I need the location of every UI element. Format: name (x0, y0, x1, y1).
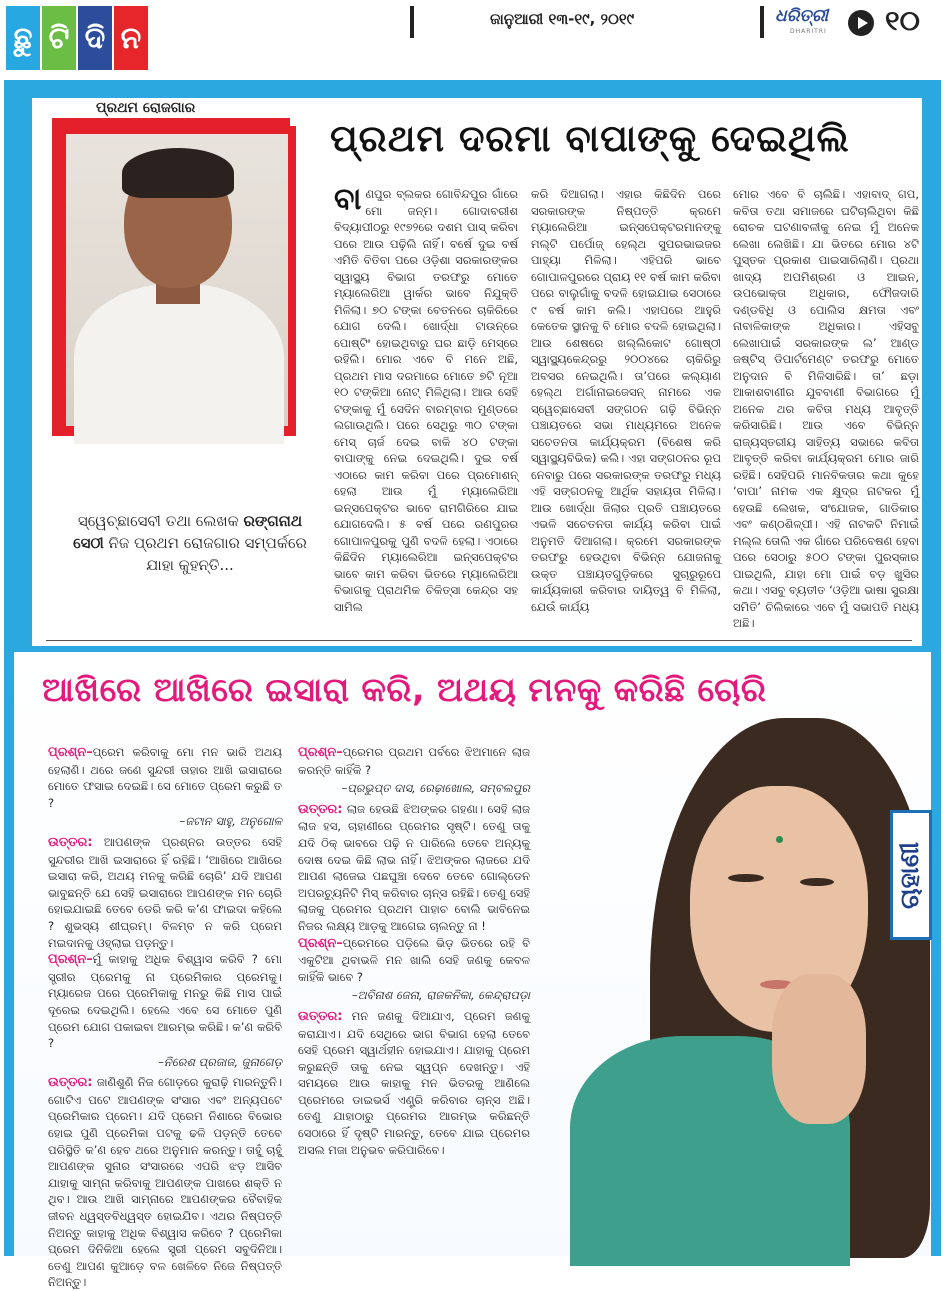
caption-suffix: ନିଜ ପ୍ରଥମ ରୋଜଗାର ସମ୍ପର୍କରେ ଯାହା କୁହନ୍ତି... (108, 534, 307, 574)
question-signer: –ଜଟାନ ସାହୁ, ଅନୁଗୋଳ (179, 814, 282, 829)
qa-question (298, 744, 530, 778)
column-text: ଣପୁର ବ୍ଲକର ଗୋବିନ୍ଦପୁର ଗାଁରେ ମୋ ଜନ୍ମ। ଗୋଦାବରୀଶ ବିଦ୍ୟାପୀଠରୁ ୧୯୭୨ରେ ଦଶମ ପାସ୍ କରିବା ପରେ ଆଉ ପଢ଼ିଲି ନାହିଁ। ବର୍ଷେ ଦୁଇ ବର୍ଷ ଏମିତି ବିତିବା ପରେ ଓଡ଼ିଶା ସରକାରଙ୍କର ସ୍ୱାସ୍ଥ୍ୟ ବିଭାଗ ତରଫରୁ ମୋତେ ମ୍ୟାଲେରିଆ ୱାର୍କର ଭାବେ ନିଯୁକ୍ତି ମିଳିଲା। ୭୦ ଟଙ୍କା ବେତନରେ ଚାକିରିରେ ଯୋଗ ଦେଲି। ଖୋର୍ଦ୍ଧା ଟାଉନ୍‌ରେ ପୋଷ୍ଟିଂ ହୋଇଥିବାରୁ ଘର ଛାଡ଼ି ମେସ୍‌ରେ ରହିଲି। ମୋର ଏବେ ବି ମନେ ଅଛି, ପ୍ରଥମ ମାସ ଦରମାରେ ମୋତେ ୭ଟି ନୂଆ ୧୦ ଟଙ୍କିଆ ନୋଟ୍ ମିଳିଥିଲା। ଆଉ ସେହି ଟଙ୍କାକୁ ମୁଁ ସେଦିନ ବାରମ୍ବାର ମୁଣ୍ଡରେ ଲଗାଉଥିଲି। ପରେ ସେଥିରୁ ୩୦ ଟଙ୍କା ମେସ୍ ଚାର୍ଜ ଦେଇ ବାକି ୪୦ ଟଙ୍କା ବାପାଙ୍କୁ ନେଇ ଦେଇଥିଲି। ଦୁଇ ବର୍ଷ ଏଠାରେ କାମ କରିବା ପରେ ପ୍ରମୋଶନ୍ ହେଲା ଆଉ ମୁଁ ମ୍ୟାଲେରିଆ ଇନ୍‌ସପେକ୍ଟର ଭାବେ ରାମଗିରିରେ ଯାଇ ଯୋଗଦେଲି। ୫ ବର୍ଷ ପରେ ରଣପୁରର ଗୋପାଳପୁରକୁ ପୁଣି ବଦଳି ହେଲା। ଏଠାରେ କିଛିଦିନ ମ୍ୟାଲେରିଆ ଇନ୍‌ସପେକ୍ଟର ଭାବେ କାମ କରିବା ଭିତରେ ମ୍ୟାଲେରିଆ ବିଭାଗକୁ ପ୍ରାଥମିକ ଚିକିତ୍ସା କେନ୍ଦ୍ର ସହ ସାମିଲ (334, 187, 518, 614)
qa-question (48, 744, 282, 811)
qa-column-2 (298, 744, 530, 1158)
photo-body (74, 284, 284, 444)
illustration-eye (728, 874, 764, 882)
question-signer: –ପ୍ରଭୁପ୍ତ ଦାସ, ରେଢ଼ାଖୋଲ, ସମ୍ବଲପୁର (341, 781, 530, 796)
author-photo (66, 134, 288, 426)
logo-tile: ଛୁ (6, 6, 40, 70)
answer-text: ଜାଣିଶୁଣି ନିଜ ଗୋଡ଼ରେ କୁରାଢ଼ି ମାରନ୍ତୁନି। ଗୋଟିଏ ପଟେ ଆପଣଙ୍କ ସଂସାର ଏବଂ ଅନ୍ୟପଟେ ପ୍ରେମିକାର ପ୍ରେମ। ଯଦି ପ୍ରେମ ନିଶାରେ ବିଭୋର ହୋଇ ପୁଣି ପ୍ରେମିକା ପଟକୁ ଢଳି ପଡ଼ନ୍ତି ତେବେ ପରିସ୍ଥିତି କ’ଣ ହେବ ଥରେ ଅନୁମାନ କରନ୍ତୁ। ତାହୁଁ ଚାହୁଁ ଆପଣଙ୍କ ସୁନାର ସଂସାରରେ ଏପରି ଝଡ଼ ଆସିବ ଯାହାକୁ ସାମ୍ନା କରିବାକୁ ଆପଣଙ୍କ ପାଖରେ ଶକ୍ତି ନ ଥିବ। ଆଉ ଆଖି ସାମ୍ନାରେ ଆପଣଙ୍କର ବୈବାହିକ ଜୀବନ ଧ୍ୱସ୍ତବିଧ୍ୱସ୍ତ ହୋଇଯିବ। ଏଥର ନିଷ୍ପତ୍ତି ନିଅନ୍ତୁ କାହାକୁ ଅଧିକ ବିଶ୍ୱାସ କରିବେ ? ପ୍ରେମିକା ପ୍ରେମ ଦିନିକିଆ ହେଲେ ସ୍ତ୍ରୀ ପ୍ରେମ ସବୁଦିନିଆ। ତେଣୁ ଆପଣ କୁଆଡ଼େ ବଳ ଖେଳିବେ ନିଜେ ନିଷ୍ପତ୍ତି ନିଅନ୍ତୁ। (48, 1075, 283, 1290)
article-column-2: କରି ଦିଆଗଲା। ଏହାର କିଛିଦିନ ପରେ ସରକାରଙ୍କ ନିଷ୍ପତ୍ତି କ୍ରମେ ମ୍ୟାଲେରିଆ ଇନ୍‌ସପେକ୍ଟରମାନଙ୍କୁ ମଲ୍ଟି ପର୍ପୋଜ୍ ହେଲ୍ଥ ସୁପରଭାଇଜର ପାହ୍ୟା ମିଳିଲା। ଏହିପରି ଭାବେ ଗୋପାଳପୁରରେ ପ୍ରାୟ ୧୧ ବର୍ଷ କାମ କରିବା ପରେ ବାଲୁଗାଁକୁ ବଦଳି ହୋଇଯାଇ ସେଠାରେ ୯ ବର୍ଷ କାମ କଲି। ଏହାପରେ ଆହୁରି କେତେକ ସ୍ଥାନକୁ ବି ମୋର ବଦଳି ହୋଇଥିଲା। ଆଉ ଶେଷରେ ଖଲ୍ଲିକୋଟ ଗୋଷ୍ଠୀ ସ୍ୱାସ୍ଥ୍ୟକେନ୍ଦ୍ରରୁ ୨୦୦୪ରେ ଚାକିରିରୁ ଅବସର ନେଇଥିଲି। ତା’ପରେ କଲ୍ୟାଣ ହେଲ୍ଥ ଅର୍ଗାନାଇଜେସନ୍ ନାମରେ ଏକ ସ୍ୱେଚ୍ଛାସେବୀ ସଙ୍ଗଠନ ଗଢ଼ି ବିଭିନ୍ନ ପଞ୍ଚାୟତରେ ସଭା ମାଧ୍ୟମରେ ଅନେକ ସଚେତନତା କାର୍ଯ୍ୟକ୍ରମ (ବିଶେଷ କରି ସ୍ୱାସ୍ଥ୍ୟବିଭିକ) କଲି। ଏହା ସଙ୍ଗଠନର ରୂପ ନେବାରୁ ପରେ ସରକାରଙ୍କ ତରଫରୁ ମଧ୍ୟ ଏହି ସଙ୍ଗଠନକୁ ଆର୍ଥିକ ସହାୟତା ମିଳିଲା। ଆଉ ଖୋର୍ଦ୍ଧା ଜିଲାର ପ୍ରତି ପଞ୍ଚାୟତରେ ଏଭଳି ସଚେତନତା କାର୍ଯ୍ୟ କରିବା ପାଇଁ ଅନୁମତି ଦିଆଗଲା। କ୍ରମେ ସରକାରଙ୍କ ତରଫରୁ ହେଉଥିବା ବିଭିନ୍ନ ଯୋଜନାକୁ ଉକ୍ତ ପଞ୍ଚାୟତଗୁଡ଼ିକରେ ସୁଚାରୁରୂପେ କାର୍ଯ୍ୟକାରୀ କରିବାର ଦାୟିତ୍ୱ ବି ମିଳିଲା, ଯେଉଁ କାର୍ଯ୍ୟ (531, 187, 721, 614)
play-icon (848, 10, 874, 36)
answer-tag: ଉତ୍ତର: (298, 801, 343, 817)
brand-subtitle: DHARITRI (790, 28, 827, 35)
page-header (0, 0, 945, 78)
caption-prefix: ସ୍ୱେଚ୍ଛାସେବୀ ତଥା ଲେଖକ (77, 512, 239, 530)
section-label: ପ୍ରଥମ ରୋଜଗାର (96, 100, 196, 116)
drop-cap: ବା (334, 182, 362, 217)
question-text: ପ୍ରେମରେ ପଡ଼ିଲେ ଭିଡ଼ ଭିତରେ ରହି ବି ଏକୁଟିଆ ଥିବାଭଳି ମନ ଖାଲି ସେହି ଜଣକୁ କେବଳ କାହିଁକି ଭାବେ ? (298, 935, 530, 984)
answer-tag: ଉତ୍ତର: (48, 834, 93, 850)
side-label-text: ଚାହାଣୀ (895, 841, 926, 909)
logo-tile: ଦି (78, 6, 112, 70)
qa-answer (48, 834, 282, 951)
page-number: ୧୦ (885, 4, 920, 37)
column-side-label (890, 810, 932, 940)
header-divider (410, 6, 414, 38)
illustration-bindi (776, 836, 783, 843)
answer-text: ଲାଜ ହେଉଛି ଝିଅଙ୍କର ଗହଣା। ସେହି ଲାଜ ଲାଜ ହସ, ଚାହାଣୀରେ ପ୍ରେମର ସୃଷ୍ଟି। ତେଣୁ ତାକୁ ଯଦି ଠିକ୍ ଭାବରେ ପଢ଼ି ନ ପାରିଲେ ତେବେ ଅନ୍ୟକୁ ଦୋଷ ଦେଇ କିଛି ଲାଭ ନାହିଁ। ଝିଅଙ୍କର ଲାଜରେ ଯଦି ଆପଣ ଲାଜେଇ ପଛଘୁଞ୍ଚା ଦେବେ ତେବେ ଗୋଲ୍ଡେନ ଅପରଚ୍ୟୁନିଟି ମିସ୍ କରିବାର ଚାନ୍ସ ରହିଛି। ତେଣୁ ସେହି ଲାଜକୁ ପ୍ରେମର ପ୍ରଥମ ପାହାଚ ବୋଲି ଭାବିନେଇ ନିଜର ଲକ୍ଷ୍ୟ ଆଡ଼କୁ ଆଗେଇ ଚାଲନ୍ତୁ ନା ! (298, 801, 530, 933)
qa-question (298, 935, 530, 986)
author-name: ରଙ୍ଗନାଥ ସେଠୀ (73, 512, 303, 552)
qa-answer (298, 801, 530, 935)
answer-tag: ଉତ୍ତର: (298, 1008, 343, 1024)
article-column-3: ମୋର ଏବେ ବି ଚାଲିଛି। ଏହାବାଦ୍ ଗପ, କବିତା ତଥା ସମାଜରେ ଘଟିଚାଲିଥିବା କିଛି ରୋଚକ ଘଟଣାବଳୀକୁ ନେଇ ମୁଁ ଅନେକ ଲେଖା ଲେଖିଛି। ଯା ଭିତରେ ମୋର ୪ଟି ପୁସ୍ତକ ପ୍ରକାଶ ପାଇସାରିଲାଣି। ପ୍ରଥା ଖାଦ୍ୟ ଅପମିଶ୍ରଣ ଓ ଆଇନ, ଉପଭୋକ୍ତା ଅଧିକାର, ଫୌଜଦାରି ଦଣ୍ଡବିଧି ଓ ପୋଲିସ କ୍ଷମତା ଏବଂ ନାବାଳିକାଙ୍କ ଅଧିକାର। ଏହିସବୁ ଲେଖାପାଇଁ ସରକାରଙ୍କ ଲ’ ଆଣ୍ଡ ଜଷ୍ଟିସ୍ ଡିପାର୍ଟମେଣ୍ଟ ତରଫରୁ ମୋତେ ଅନୁଦାନ ବି ମିଳିସାରିଛି। ତା’ ଛଡ଼ା ଆକାଶବାଣୀର ଯୁବବାଣୀ ବିଭାଗରେ ମୁଁ ଅନେକ ଥର କବିତା ମଧ୍ୟ ଆବୃତ୍ତି କରିସାରିଛି। ଆଉ ଏବେ ବିଭିନ୍ନ ରାଜ୍ୟସ୍ତରୀୟ ସାହିତ୍ୟ ସଭାରେ କବିତା ଆବୃତ୍ତି କରିବା କାର୍ଯ୍ୟକ୍ରମ ମୋର ଜାରି ରହିଛି। ସେହିପରି ମାନବିକତାର କଥା କୁହେ ‘ବାପା’ ନାମକ ଏକ କ୍ଷୁଦ୍ର ନାଟକର ମୁଁ ହେଉଛି ଲେଖକ, ସଂଯୋଜକ, ଗାଡିକାର ଏବଂ କଣ୍ଠଶିଳ୍ପୀ। ଏହି ନାଟକଟି ନିମାଇଁ ମଲ୍ଲ ତୋଲି ଏକ ଗାଁରେ ପରିବେଷଣ ହେବା ପରେ ସେଠାରୁ ୫୦୦ ଟଙ୍କା ପୁରସ୍କାର ପାଇଥିଲି, ଯାହା ମୋ ପାଇଁ ବଡ଼ ଖୁସିର କଥା। ଏସବୁ ବ୍ୟତୀତ ‘ଓଡ଼ିଆ ଭାଷା ସୁରକ୍ଷା ସମିତି’ ଚିଲିକାରେ ଏବେ ମୁଁ ସଭାପତି ମଧ୍ୟ ଅଛି। (733, 187, 919, 630)
header-divider (760, 6, 764, 38)
question-text: ମୁଁ କାହାକୁ ଅଧିକ ବିଶ୍ୱାସ କରିବି ? ମୋ ସ୍ତ୍ରୀର ପ୍ରେମକୁ ନା ପ୍ରେମିକାର ପ୍ରେମକୁ। ମ୍ୟାରେଜ ପରେ ପ୍ରେମିକାକୁ ମନରୁ କିଛି ମାସ ପାଇଁ ଦୂରେଇ ଦେଇଥିଲି। ହେଲେ ଏବେ ସେ ମୋତେ ପୁଣି ପ୍ରେମ ଯୋଗ ପକାଇବା ଆରମ୍ଭ କରିଛି। କ’ଣ କରିବି ? (48, 952, 282, 1051)
qa-question (48, 951, 282, 1052)
qa-column-1 (48, 744, 282, 1291)
answer-text: ମନ ଜଣକୁ ଦିଆଯାଏ, ପ୍ରେମ ଜଣକୁ କରାଯାଏ। ଯଦି ସେଥିରେ ଭାଗ ବିଭାଗ ହେଲା ତେବେ ସେହି ପ୍ରେମ ସ୍ୱାର୍ଥହୀନ ହୋଇଯାଏ। ଯାହାକୁ ପ୍ରେମ କରୁଛନ୍ତି ତାକୁ ନେଇ ସ୍ୱପ୍ନ ଦେଖନ୍ତୁ। ଏହି ସମୟରେ ଆଉ କାହାକୁ ମନ ଭିତରକୁ ଆଣିଲେ ପ୍ରେମରେ ଡାଇଭର୍ସ ଏଣ୍ଟ୍ରି କରିବାର ଚାନ୍ସ ଅଛି। ତେଣୁ ଯାହାଠାରୁ ପ୍ରେମର ଆରମ୍ଭ କରିଛନ୍ତି ସେଠାରେ ହିଁ ଦୃଷ୍ଟି ମାରନ୍ତୁ, ତେବେ ଯାଇ ପ୍ରେମର ଅସଲ ମଜା ଅନୁଭବ କରିପାରିବେ। (298, 1008, 530, 1157)
logo-tile: ନ (114, 6, 148, 70)
question-text: ପ୍ରେମ କରିବାକୁ ମୋ ମନ ଭାରି ଅଥୟ ହେଲାଣି। ଥରେ ଜଣେ ସୁନ୍ଦରୀ ତାହାର ଆଖି ଇସାରାରେ ମୋତେ ଫସାଇ ଦେଇଛି। ସେ ମୋତେ ପ୍ରେମ କରୁଛି ତ ? (48, 745, 282, 810)
woman-illustration (540, 706, 940, 1256)
question-signer: –ନିରେଶ ପ୍ରଜାଜ, ଜୁନାଗେଡ଼ (158, 1054, 282, 1069)
question-tag: ପ୍ରଶ୍ନ– (298, 935, 343, 951)
photo-hair (122, 148, 234, 198)
question-tag: ପ୍ରଶ୍ନ– (298, 745, 343, 760)
issue-date: ଜାନୁଆରୀ ୧୩-୧୯, ୨୦୧୯ (490, 10, 635, 28)
article-column-1 (334, 182, 518, 615)
illustration-eye (800, 878, 834, 886)
section-logo (6, 6, 148, 70)
article-headline: ପ୍ରଥମ ଦରମା ବାପାଙ୍କୁ ଦେଇଥିଲି (330, 117, 850, 160)
question-tag: ପ୍ରଶ୍ନ– (48, 745, 93, 760)
author-caption (70, 510, 310, 576)
section-divider (46, 640, 912, 641)
answer-tag: ଉତ୍ତର: (48, 1075, 93, 1091)
answer-text: ଆପଣଙ୍କ ପ୍ରଶ୍ନର ଉତ୍ତର ସେହି ସୁନ୍ଦରୀର ଆଖି ଇସାରାରେ ହିଁ ରହିଛି। ‘ଆଖିରେ ଆଖିରେ ଇସାରା କରି, ଅଥୟ ମନକୁ କରିଛି ଚୋରି’ ଯଦି ଆପଣ ଭାବୁଛନ୍ତି ଯେ ସେହି ଇସାରାରେ ଆପଣଙ୍କ ମନ ଚୋରି ହୋଇଯାଇଛି ତେବେ ଡେରି କରି କ’ଣ ଫାଇଦା କହିଲେ ? ଶୁଭସ୍ୟ ଶୀଘ୍ରମ୍। ବିଳମ୍ବ ନ କରି ପ୍ରେମ ମଇଦାନକୁ ଓହ୍ଲାଇ ପଡ଼ନ୍ତୁ। (48, 834, 283, 950)
illustration-hand (772, 974, 866, 1124)
question-signer: –ଅବିନାଶ ଜେନା, ରାଜକନିକା, କେନ୍ଦ୍ରାପଡ଼ା (351, 988, 530, 1003)
qa-answer (298, 1008, 530, 1158)
logo-tile: ଟି (42, 6, 76, 70)
qa-answer (48, 1074, 282, 1291)
question-text: ପ୍ରେମର ପ୍ରଥମ ପର୍ବରେ ଝିଅମାନେ ଲାଜ କରନ୍ତି କାହିଁକି ? (298, 745, 530, 777)
brand-logo: ଧରିତ୍ରୀ (775, 6, 829, 26)
question-tag: ପ୍ରଶ୍ନ– (48, 952, 93, 968)
qa-headline: ଆଖିରେ ଆଖିରେ ଇସାରା କରି, ଅଥୟ ମନକୁ କରିଛି ଚୋରି (42, 670, 767, 709)
